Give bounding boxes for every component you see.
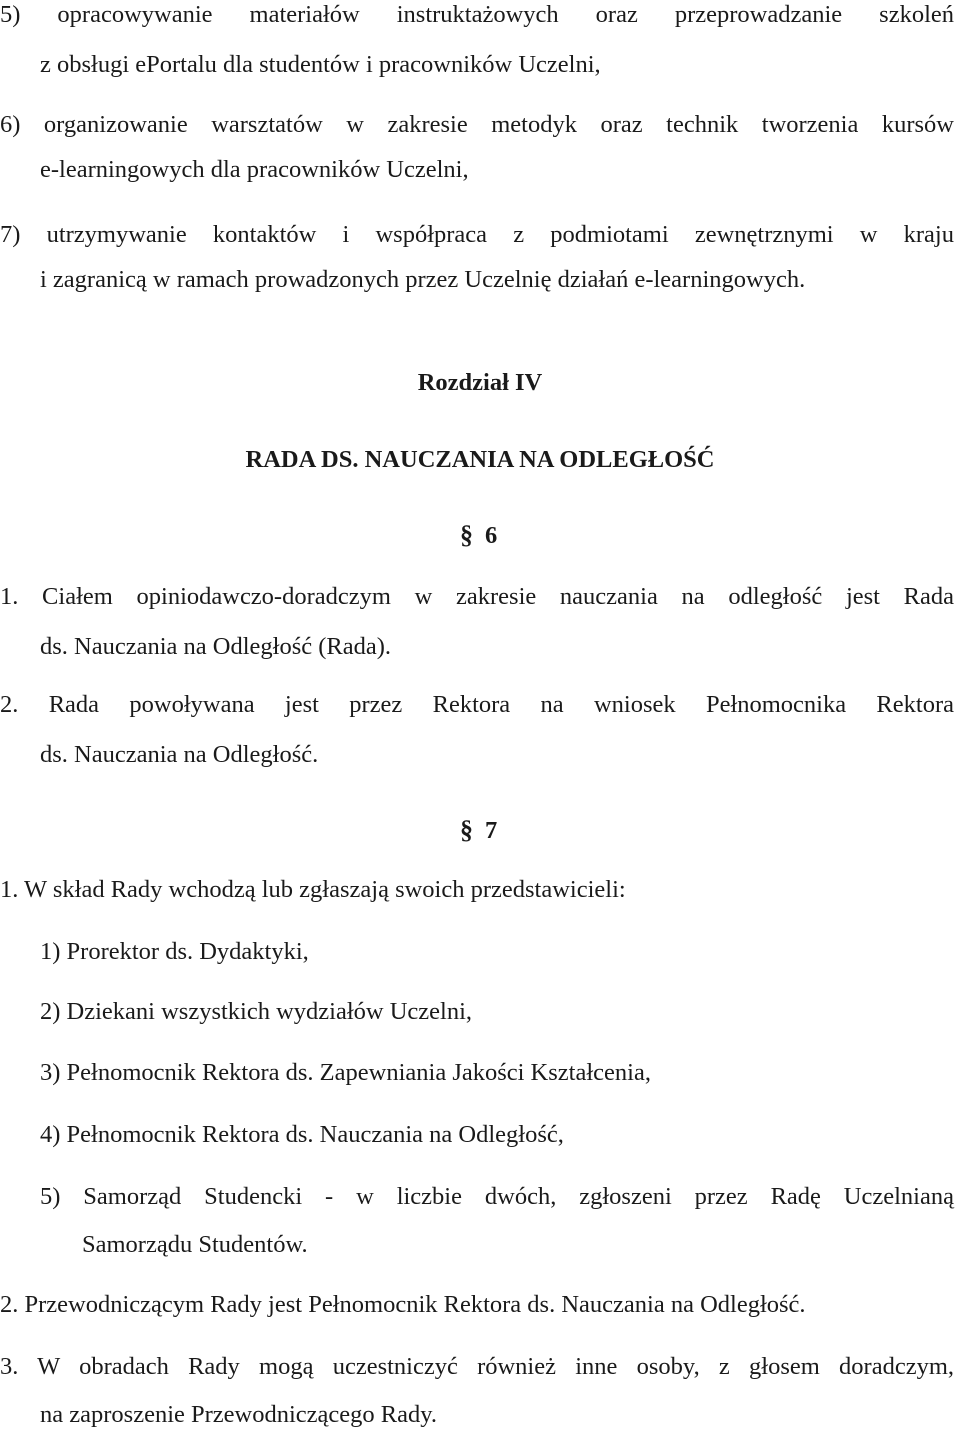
paragraph-line: 5) Samorząd Studencki - w liczbie dwóch, zgłoszeni przez Radę Uczelnianą <box>40 1183 954 1210</box>
intro-item-7-line-1: 7) utrzymywanie kontaktów i współpraca z podmiotami zewnętrznymi w kraju <box>0 221 954 248</box>
section-7-list-item-4: 4) Pełnomocnik Rektora ds. Nauczania na Odległość, <box>40 1121 564 1148</box>
section-symbol: § <box>460 520 473 549</box>
intro-item-7-line-2: i zagranicą w ramach prowadzonych przez Uczelnię działań e-learningowych. <box>40 266 806 293</box>
paragraph-line: 3. W obradach Rady mogą uczestniczyć również inne osoby, z głosem doradczym, <box>0 1353 954 1380</box>
intro-item-6-line-2: e-learningowych dla pracowników Uczelni, <box>40 156 469 183</box>
section-heading-7 <box>460 815 497 846</box>
paragraph-line: Samorządu Studentów. <box>82 1231 308 1258</box>
section-number: 7 <box>485 817 498 844</box>
section-symbol: § <box>460 815 473 844</box>
section-7-list-item-3: 3) Pełnomocnik Rektora ds. Zapewniania Jakości Kształcenia, <box>40 1059 651 1086</box>
chapter-subtitle: RADA DS. NAUCZANIA NA ODLEGŁOŚĆ <box>245 446 715 473</box>
section-7-paragraph-1: 1. W skład Rady wchodzą lub zgłaszają swoich przedstawicieli: <box>0 876 626 903</box>
section-7-list-item-2: 2) Dziekani wszystkich wydziałów Uczelni, <box>40 998 473 1025</box>
paragraph-line: ds. Nauczania na Odległość (Rada). <box>40 633 392 660</box>
paragraph-line: na zaproszenie Przewodniczącego Rady. <box>40 1401 438 1428</box>
section-7-paragraph-2: 2. Przewodniczącym Rady jest Pełnomocnik Rektora ds. Nauczania na Odległość. <box>0 1291 806 1318</box>
paragraph-line: ds. Nauczania na Odległość. <box>40 741 319 768</box>
section-number: 6 <box>485 522 498 549</box>
section-7-list-item-1: 1) Prorektor ds. Dydaktyki, <box>40 938 309 965</box>
paragraph-line: 2. Rada powoływana jest przez Rektora na wniosek Pełnomocnika Rektora <box>0 691 954 718</box>
section-heading-6 <box>460 520 497 551</box>
intro-item-5-line-1: 5) opracowywanie materiałów instruktażowych oraz przeprowadzanie szkoleń <box>0 1 954 28</box>
intro-item-6-line-1: 6) organizowanie warsztatów w zakresie metodyk oraz technik tworzenia kursów <box>0 111 954 138</box>
intro-item-5-line-2: z obsługi ePortalu dla studentów i pracowników Uczelni, <box>40 51 601 78</box>
chapter-title: Rozdział IV <box>417 369 543 396</box>
paragraph-line: 1. Ciałem opiniodawczo-doradczym w zakresie nauczania na odległość jest Rada <box>0 583 954 610</box>
